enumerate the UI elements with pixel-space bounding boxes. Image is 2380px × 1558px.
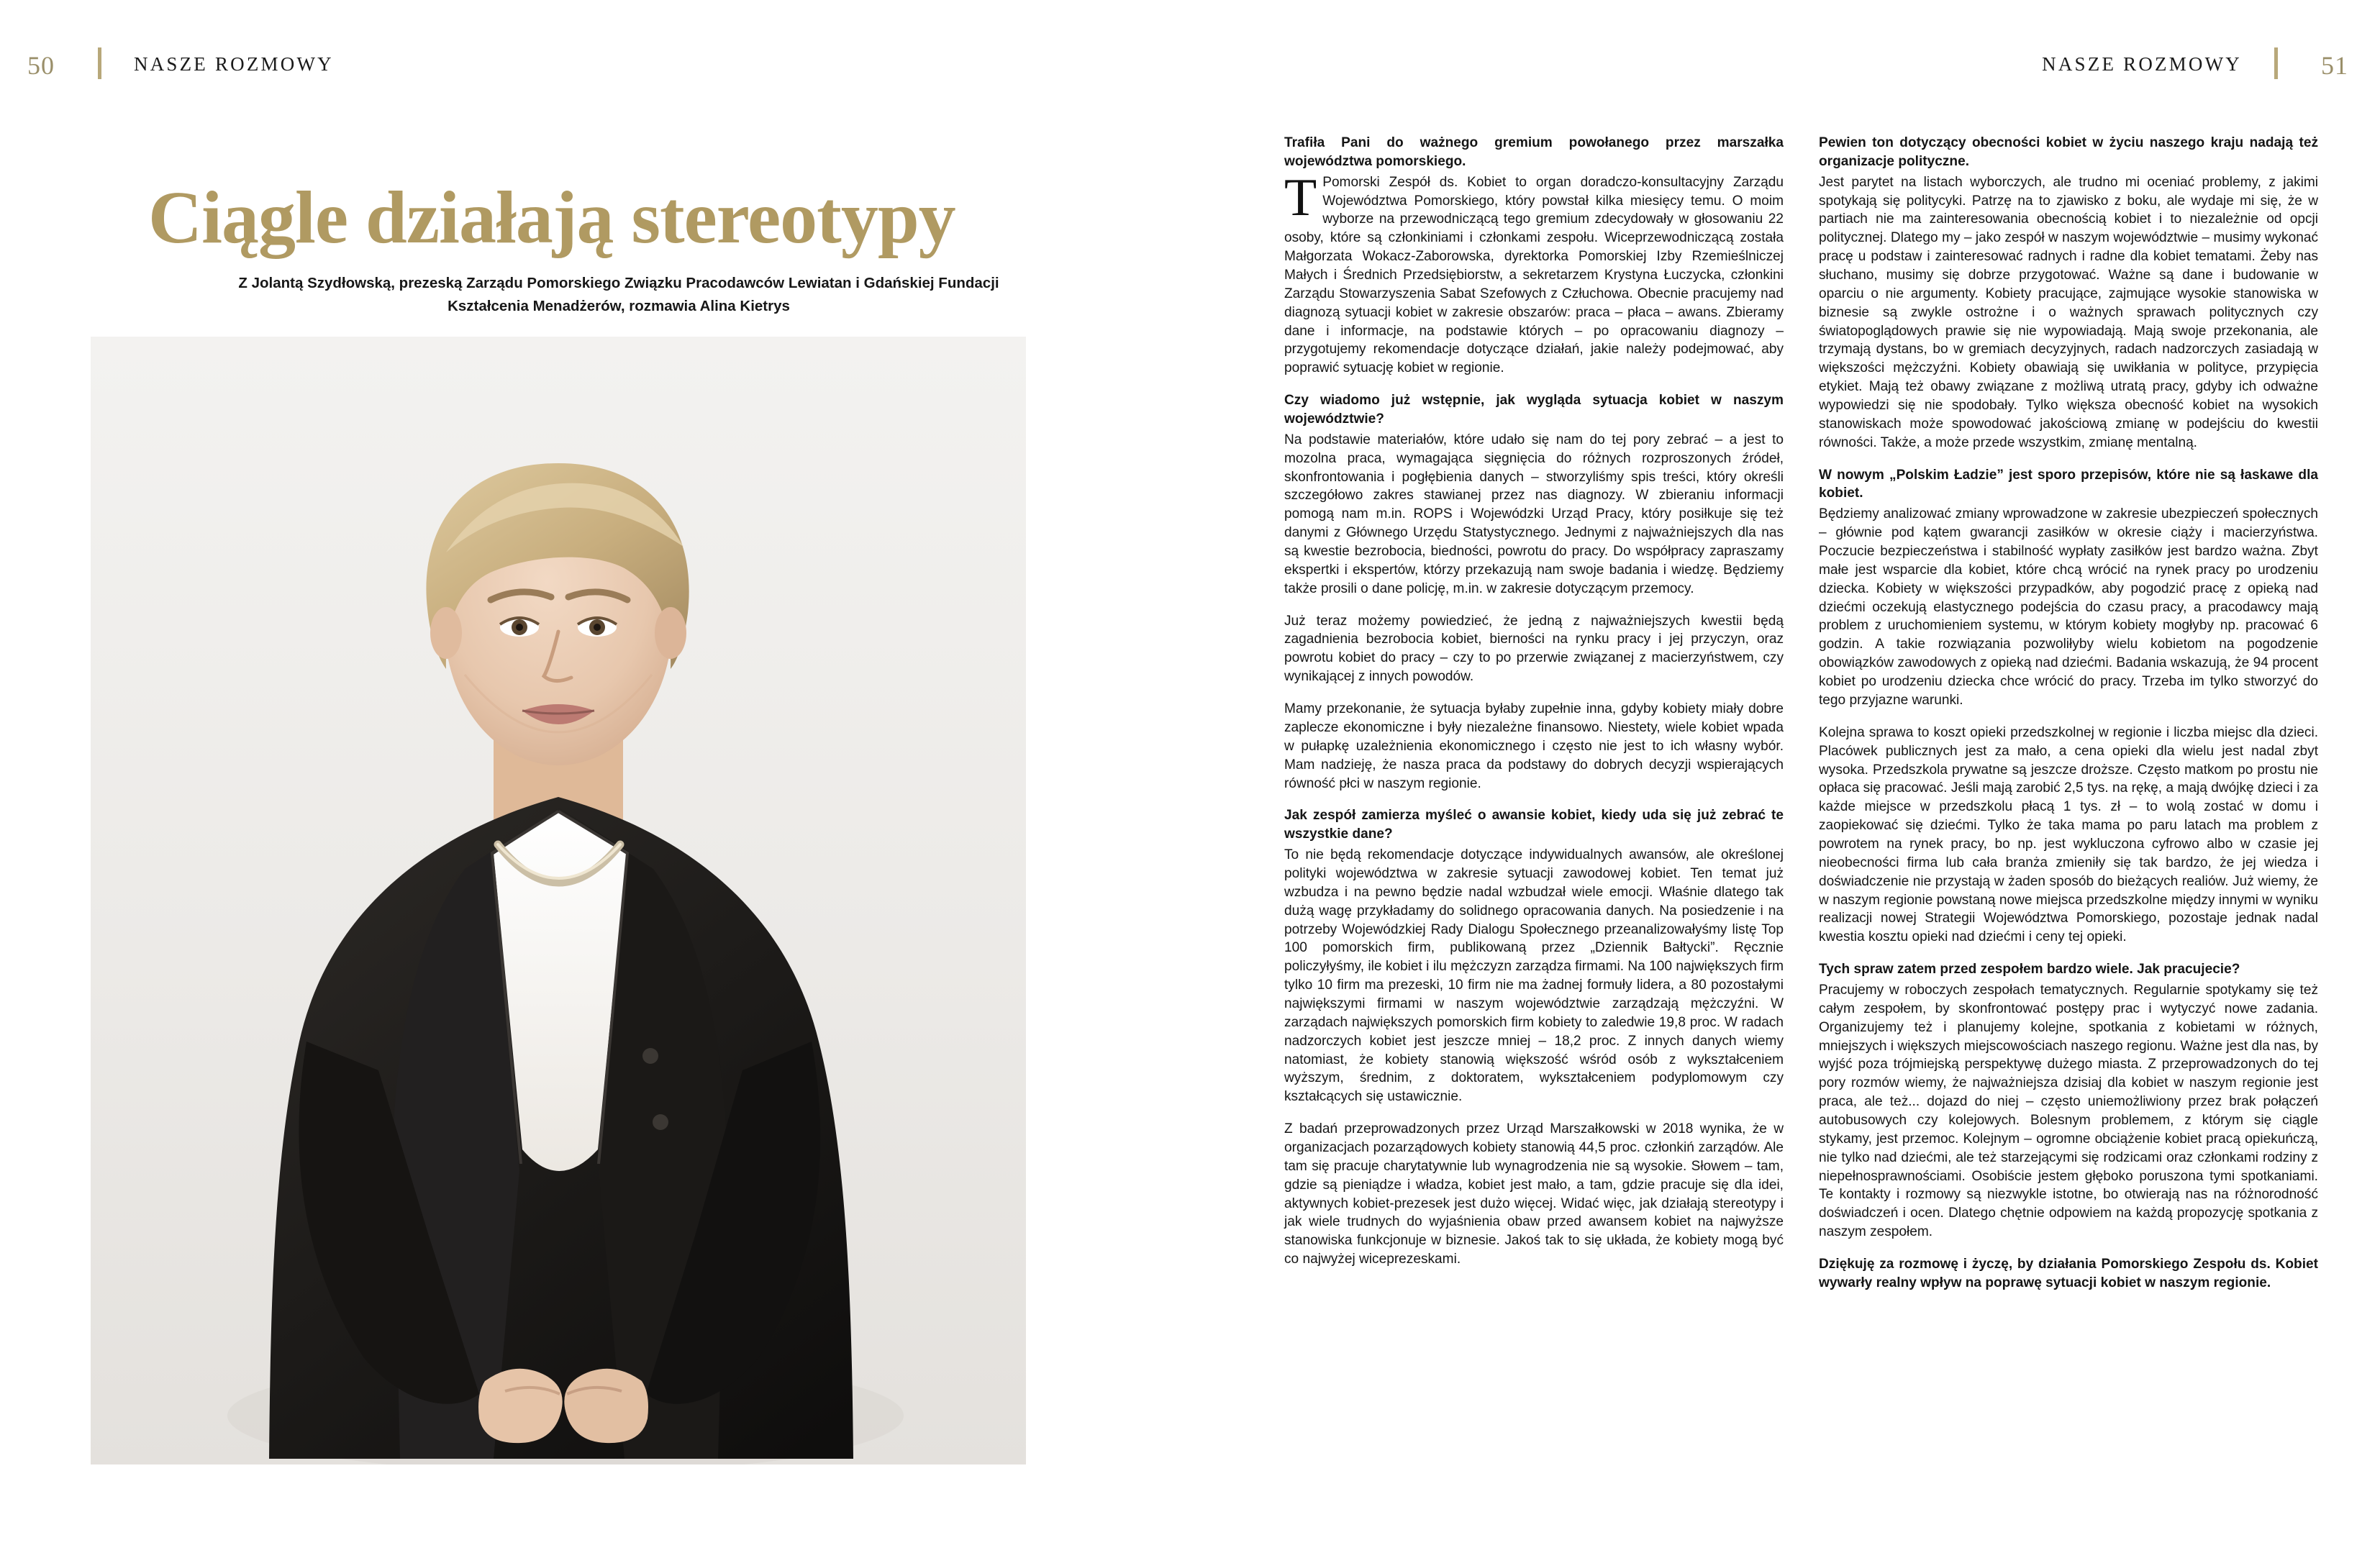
answer-2b: Już teraz możemy powiedzieć, że jedną z najważniejszych kwestii będą zagadnienia bezrobocia kobiet, bierności na rynku pracy i jej przyczyn, oraz powrotu kobiet do pracy – czy to po przerwie związanej z macierzyństwem, czy wynikającej z innych powodów. <box>1284 613 1784 685</box>
right-page <box>1223 0 2380 1558</box>
text-column-right <box>1819 134 2318 1306</box>
running-head-right: NASZE ROZMOWY <box>2042 53 2242 75</box>
drop-cap: T <box>1284 168 1317 227</box>
answer-2c: Mamy przekonanie, że sytuacja byłaby zupełnie inna, gdyby kobiety miały dobre zaplecze ekonomiczne i były niezależne finansowo. Niestety, wiele kobiet wpada w pułapkę uzależnienia ekonomicznego i często nie jest to ich własny wybór. Mam nadzieję, że nasza praca da podstawy do dobrych decyzji wspierających równość płci w naszym regionie. <box>1284 701 1784 791</box>
question-5: W nowym „Polskim Ładzie” jest sporo przepisów, które nie są łaskawe dla kobiet. <box>1819 467 2318 501</box>
question-3: Jak zespół zamierza myśleć o awansie kobiet, kiedy uda się już zebrać te wszystkie dane? <box>1284 808 1784 842</box>
article-standfirst: Z Jolantą Szydłowską, prezeską Zarządu Pomorskiego Związku Pracodawców Lewiatan i Gdańskiej Fundacji Kształcenia Menadżerów, rozmawia Alina Kietrys <box>238 275 999 314</box>
text-column-left <box>1284 134 1784 1283</box>
answer-3: To nie będą rekomendacje dotyczące indywidualnych awansów, ale określonej polityki województwa w zakresie sytuacji zawodowej kobiet. Ten temat już wzbudza i na pewno będzie nadal wzbudzał wiele emocji. Właśnie dlatego tak dużą wagę przykładamy do solidnego opracowania danych. Na posiedzenie i na potrzeby Wojewódzkiej Rady Dialogu Społecznego przeanalizowałyśmy listę Top 100 pomorskich firm, publikowaną przez „Dziennik Bałtycki”. Ręcznie policzyłyśmy, ile kobiet i ilu mężczyzn zarządza firmami. Na 100 największych firm tylko 10 firm ma prezeski, 10 firm nie ma żadnej formuły lidera, a 80 pozostałymi największymi firmami w naszym województwie zarządzają mężczyźni. W zarządach największych pomorskich firm kobiety to zaledwie 19,8 proc. W radach nadzorczych kobiet jest jeszcze mniej – 18,2 proc. Z innych danych wiemy natomiast, że kobiety stanowią większość wśród osób z wykształceniem wyższym, średnim, z doktoratem, wykształceniem podyplomowym czy kształcących się ustawicznie. <box>1284 847 1784 1105</box>
folio-right: 51 <box>2321 51 2348 80</box>
running-head-left: NASZE ROZMOWY <box>134 53 334 75</box>
answer-4: Jest parytet na listach wyborczych, ale trudno mi oceniać problemy, z jakimi spotykają się politycyki. Patrzę na to zjawisko z boku, ale wydaje mi się, że w partiach nie ma zainteresowania obecnością kobiet i to niezależnie od opcji politycznej. Dlatego my – jako zespół w naszym województwie – musimy wykonać pracę u podstaw i zainteresować radnych i radne dla kobiet tematami. Żeby nas słuchano, musimy się dobrze przygotować. Ważne są dane i budowanie w oparciu o nie argumenty. Kobiety pracujące, zajmujące wysokie stanowiska w biznesie są zwykle ostrożne i o ważnych sprawach politycznych czy światopoglądowych prawie się nie wypowiadają. Mają swoje przekonania, ale trzymają dystans, bo w gremiach decyzyjnych, radach nadzorczych zasiadają w większości mężczyźni. Kobiety obawiają się uwikłania w polityce, przypięcia etykiet. Mają też obawy związane z możliwą utratą pracy, gdyby ich odważne wypowiedzi się nie spodobały. Tylko większa obecność kobiet na wysokich stanowiskach może spowodować jakościową zmianę w podejściu do kwestii równości. Także, a może przede wszystkim, zmianę mentalną. <box>1819 174 2318 450</box>
question-2: Czy wiadomo już wstępnie, jak wygląda sytuacja kobiet w naszym województwie? <box>1284 393 1784 427</box>
question-1: Trafiła Pani do ważnego gremium powołanego przez marszałka województwa pomorskiego. <box>1284 135 1784 169</box>
answer-5b: Kolejna sprawa to koszt opieki przedszkolnej w regionie i liczba miejsc dla dzieci. Placówek publicznych jest za mało, a cena opieki dla wielu jest nadal zbyt wysoka. Przedszkola prywatne są jeszcze droższe. Często matkom po prostu nie opłaca się pracować. Jeśli mają zarobić 2,5 tys. na rękę, a mają dwójkę dzieci i za każde miejsce w przedszkolu płacą 1 tys. zł – to wolą zostać w domu i zaopiekować się dziećmi. Tylko że taka mama po paru latach ma problem z powrotem na rynek pracy, bo np. jest wykluczona cyfrowo albo w czasie jej nieobecności firma lub cała branża zmieniły się tak bardzo, że jej wiedza i doświadczenie nie przystają w żaden sposób do bieżących realiów. Już wiemy, że w naszym regionie powstaną nowe miejsca przedszkolne między innymi w wyniku realizacji nowej Strategii Województwa Pomorskiego, pozostaje jednak nadal kwestia kosztu opieki nad dziećmi i ceny tej opieki. <box>1819 724 2318 945</box>
question-6: Tych spraw zatem przed zespołem bardzo wiele. Jak pracujecie? <box>1819 962 2240 978</box>
portrait-photo <box>91 337 1026 1464</box>
answer-1 <box>1284 168 1784 378</box>
answer-5: Będziemy analizować zmiany wprowadzone w zakresie ubezpieczeń społecznych – głównie pod kątem gwarancji zasiłków w okresie ciąży i macierzyństwa. Poczucie bezpieczeństwa i stabilność wypłaty zasiłków jest bardzo ważna. Zbyt małe jest wsparcie dla kobiet, które chcą wrócić na rynek pracy po urodzeniu dziecka. Kobiety w większości przypadków, aby pogodzić pracę z opieką nad dziećmi oczekują elastycznego podejścia do czasu pracy, a pracodawcy mają problem z uruchomieniem systemu, w którym kobiety mogłyby np. pracować 6 godzin. A takie rozwiązania pozwoliłyby wielu kobietom na pogodzenie obowiązków zawodowych z opieką nad dziećmi. Badania wskazują, że 94 procent kobiet po urodzeniu dziecka chce wrócić do pracy. Trzeba im tylko stworzyć do tego przyjazne warunki. <box>1819 506 2318 708</box>
article-headline: Ciągle działają stereotypy <box>148 176 955 259</box>
answer-3b: Z badań przeprowadzonych przez Urząd Marszałkowski w 2018 wynika, że w organizacjach pozarządowych kobiety stanowią 44,5 proc. członkiń zarządów. Ale tam się pracuje charytatywnie lub wynagrodzenia nie są wysokie. Słowem – tam, gdzie są pieniądze i władza, kobiet jest mało, a tam, gdzie pracuje się dla idei, aktywnych kobiet-prezesek jest dużo więcej. Widać więc, jak działają stereotypy i jak wiele trudnych do wyjaśnienia obaw przed awansem kobiet na najwyższe stanowiska funkcjonuje w biznesie. Jakoś tak to się układa, że kobiety mogą być co najwyżej wiceprezeskami. <box>1284 1121 1784 1267</box>
answer-6: Pracujemy w roboczych zespołach tematycznych. Regularnie spotykamy się też całym zespołem, by skonfrontować postępy prac i wytyczyć nowe zadania. Organizujemy też i planujemy kolejne, spotkania z kobietami w różnych, mniejszych i większych miejscowościach naszego regionu. Ważne jest dla nas, by wyjść poza trójmiejską perspektywę dużego miasta. Z przeprowadzonych do tej pory rozmów wiemy, że najważniejsza dzisiaj dla kobiet w naszym regionie jest praca, ale też... dojazd do niej – często uniemożliwiony przez brak połączeń autobusowych czy kolejowych. Bolesnym problemem, z którym się ciągle stykamy, jest przemoc. Kolejnym – ogromne obciążenie kobiet pracą opiekuńczą, nie tylko nad dziećmi, ale też starzejącymi się rodzicami oraz członkami rodziny z niepełnosprawnościami. Osobiście jestem głęboko poruszona tymi spotkaniami. Te kontakty i rozmowy są niezwykle istotne, bo otwierają nas na różnorodność doświadczeń i ocen. Dlatego chętnie odpowiem na każdą propozycję spotkania z naszym zespołem. <box>1819 982 2318 1240</box>
closing-note: Dziękuję za rozmowę i życzę, by działania Pomorskiego Zespołu ds. Kobiet wywarły realny wpływ na poprawę sytuacji kobiet w naszym regionie. <box>1819 1256 2318 1290</box>
folio-left: 50 <box>27 51 55 80</box>
answer-2: Na podstawie materiałów, które udało się nam do tej pory zebrać – a jest to mozolna praca, wymagająca sięgnięcia do różnych rozproszonych źródeł, skonfrontowania i pogłębienia danych – stworzyliśmy spis treści, który określi szczegółowo zakres stawianej przez nas diagnozy. W zbieraniu informacji pomogą nam m.in. ROPS i Wojewódzki Urząd Pracy, który posiłkuje się też danymi z Głównego Urzędu Statystycznego. Jednymi z najważniejszych dla nas są kwestie bezrobocia, biedności, powrotu do pracy. Do współpracy zapraszamy ekspertki i ekspertów, którzy przekazują nam swoje badania i wiedzę. Będziemy także prosili o dane policję, m.in. w zakresie dotyczącym przemocy. <box>1284 432 1784 596</box>
question-4: Pewien ton dotyczący obecności kobiet w życiu naszego kraju nadają też organizacje polityczne. <box>1819 135 2318 169</box>
answer-1-text: Pomorski Zespół ds. Kobiet to organ doradczo-konsultacyjny Zarządu Województwa Pomorskiego, który powstał kilka miesięcy temu. O moim wyborze na przewodniczącą tego gremium zdecydowały w głosowaniu 22 osoby, które są członkiniami i członkami zespołu. Wiceprzewodniczącą została Małgorzata Wokacz-Zaborowska, dyrektorka Pomorskiej Izby Rzemieślniczej Małych i Średnich Przedsiębiorstw, a sekretarzem Krystyna Łuczycka, członkini Zarządu Stowarzyszenia Sabat Szefowych z Człuchowa. Obecnie pracujemy nad diagnozą sytuacji kobiet w zakresie obszarów: praca – płaca – awans. Zbieramy dane i informacje, na podstawie których – po opracowaniu diagnozy – przygotujemy rekomendacje dotyczące działań, jakie należy podejmować, aby poprawić sytuację kobiet w regionie. <box>1284 174 1784 376</box>
